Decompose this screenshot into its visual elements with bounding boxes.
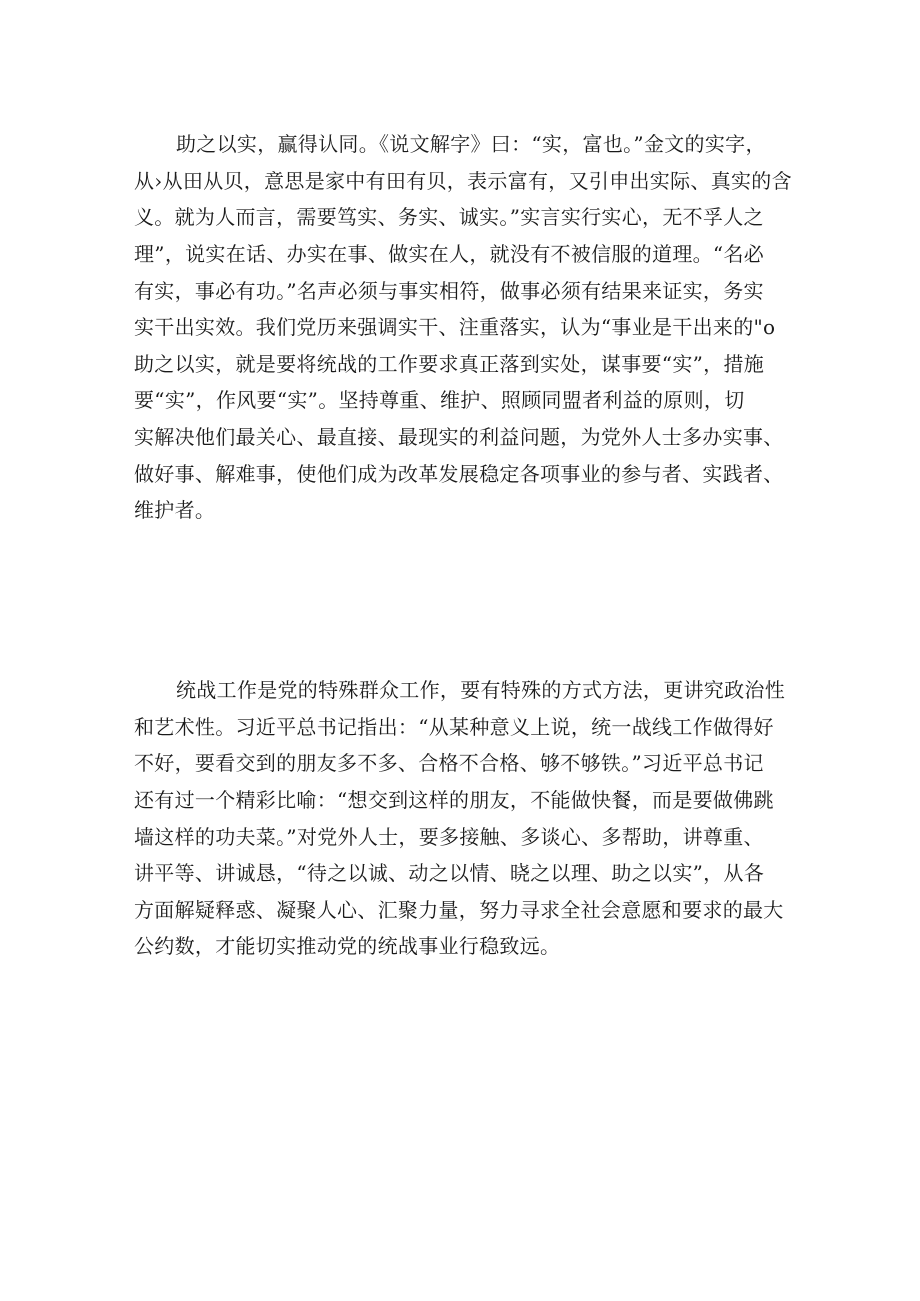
paragraph-2-line: 不好，要看交到的朋友多不多、合格不合格、够不够铁。”习近平总书记 bbox=[134, 751, 764, 775]
paragraph-2-line: 和艺术性。习近平总书记指出：“从某种意义上说，统一战线工作做得好 bbox=[134, 715, 774, 739]
paragraph-1-line: 要“实”，作风要“实”。坚持尊重、维护、照顾同盟者利益的原则，切 bbox=[134, 388, 745, 412]
paragraph-1-line: 理”，说实在话、办实在事、做实在人，就没有不被信服的道理。“名必 bbox=[134, 242, 765, 266]
paragraph-1-line: 实解决他们最关心、最直接、最现实的利益问题，为党外人士多办实事、 bbox=[134, 425, 784, 449]
paragraph-2-line: 讲平等、讲诚恳，“待之以诚、动之以情、晓之以理、助之以实”，从各 bbox=[134, 861, 765, 885]
paragraph-1-line: 维护者。 bbox=[134, 498, 216, 522]
paragraph-2-line: 公约数，才能切实推动党的统战事业行稳致远。 bbox=[134, 934, 561, 958]
paragraph-2-line: 还有过一个精彩比喻：“想交到这样的朋友，不能做快餐，而是要做佛跳 bbox=[134, 788, 774, 812]
paragraph-2-line: 墙这样的功夫菜。”对党外人士，要多接触、多谈心、多帮助，讲尊重、 bbox=[134, 825, 764, 849]
paragraph-1-line: 实干出实效。我们党历来强调实干、注重落实，认为“事业是干出来的"o bbox=[134, 315, 776, 339]
paragraph-1-line: 做好事、解难事，使他们成为改革发展稳定各项事业的参与者、实践者、 bbox=[134, 462, 784, 486]
paragraph-1-line: 从›从田从贝，意思是家中有田有贝，表示富有，又引申出实际、真实的含 bbox=[134, 169, 792, 193]
paragraph-1-line: 助之以实，赢得认同。《说文解字》曰：“实，富也。”金文的实字， bbox=[176, 132, 766, 156]
paragraph-1-line: 义。就为人而言，需要笃实、务实、诚实。”实言实行实心，无不孚人之 bbox=[134, 205, 764, 229]
paragraph-2-line: 统战工作是党的特殊群众工作，要有特殊的方式方法，更讲究政治性 bbox=[176, 678, 785, 702]
paragraph-1-line: 助之以实，就是要将统战的工作要求真正落到实处，谋事要“实”，措施 bbox=[134, 352, 765, 376]
paragraph-2-line: 方面解疑释惑、凝聚人心、汇聚力量，努力寻求全社会意愿和要求的最大 bbox=[134, 898, 784, 922]
paragraph-1-line: 有实，事必有功。”名声必须与事实相符，做事必须有结果来证实，务实 bbox=[134, 279, 764, 303]
